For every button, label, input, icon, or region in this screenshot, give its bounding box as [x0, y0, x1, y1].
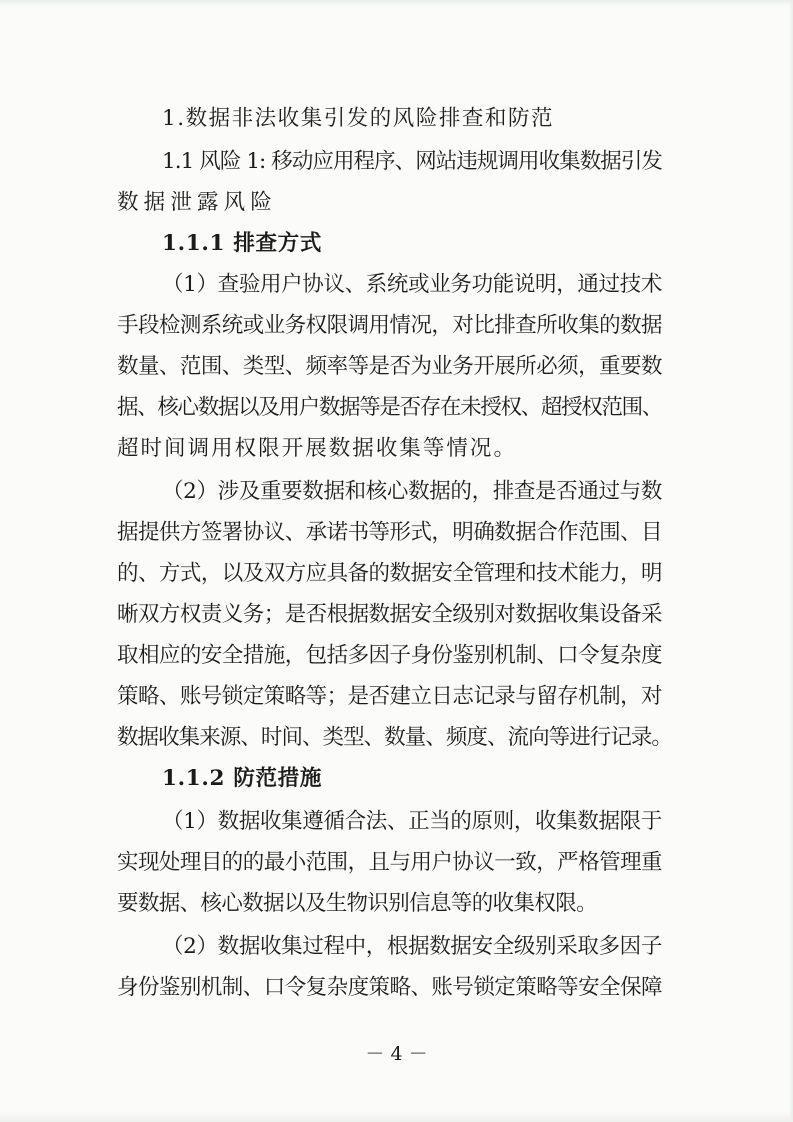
- investigation-p2-line-3: 的、方式，以及双方应具备的数据安全管理和技术能力，明: [117, 561, 662, 586]
- scan-edge-top: [0, 0, 793, 6]
- investigation-p2-line-5: 取相应的安全措施，包括多因子身份鉴别机制、口令复杂度: [117, 643, 662, 668]
- investigation-p1-line-4: 据、核心数据以及用户数据等是否存在未授权、超授权范围、: [117, 395, 662, 420]
- risk-title-line-2: 数据泄露风险: [117, 190, 277, 215]
- section-title: 1.数据非法收集引发的风险排查和防范: [162, 106, 554, 131]
- investigation-p2-line-4: 晰双方权责义务；是否根据数据安全级别对数据收集设备采: [117, 602, 662, 627]
- prevention-p1-line-2: 实现处理目的的最小范围，且与用户协议一致，严格管理重: [117, 850, 662, 875]
- heading-investigation: 1.1.1 排查方式: [162, 231, 322, 256]
- investigation-p2-line-7: 数据收集来源、时间、类型、数量、频度、流向等进行记录。: [117, 725, 672, 750]
- investigation-p2-line-6: 策略、账号锁定策略等；是否建立日志记录与留存机制，对: [117, 684, 662, 709]
- investigation-p2-line-1: （2）涉及重要数据和核心数据的，排查是否通过与数: [162, 479, 662, 504]
- investigation-p1-line-5: 超时间调用权限开展数据收集等情况。: [117, 436, 517, 461]
- investigation-p2-line-2: 据提供方签署协议、承诺书等形式，明确数据合作范围、目: [117, 520, 662, 545]
- prevention-p2-line-1: （2）数据收集过程中，根据数据安全级别采取多因子: [162, 934, 662, 959]
- scan-edge-right: [789, 0, 793, 1122]
- risk-title-line-1: 1.1 风险 1: 移动应用程序、网站违规调用收集数据引发: [162, 149, 662, 174]
- page-number: － 4 －: [365, 1043, 428, 1065]
- heading-prevention: 1.1.2 防范措施: [162, 766, 322, 791]
- scan-edge-bottom: [0, 1112, 793, 1122]
- investigation-p1-line-3: 数量、范围、类型、频率等是否为业务开展所必须，重要数: [117, 354, 662, 379]
- investigation-p1-line-1: （1）查验用户协议、系统或业务功能说明，通过技术: [162, 272, 662, 297]
- investigation-p1-line-2: 手段检测系统或业务权限调用情况，对比排查所收集的数据: [117, 313, 662, 338]
- prevention-p1-line-3: 要数据、核心数据以及生物识别信息等的收集权限。: [117, 891, 597, 916]
- prevention-p2-line-2: 身份鉴别机制、口令复杂度策略、账号锁定策略等安全保障: [117, 975, 662, 1000]
- prevention-p1-line-1: （1）数据收集遵循合法、正当的原则，收集数据限于: [162, 809, 662, 834]
